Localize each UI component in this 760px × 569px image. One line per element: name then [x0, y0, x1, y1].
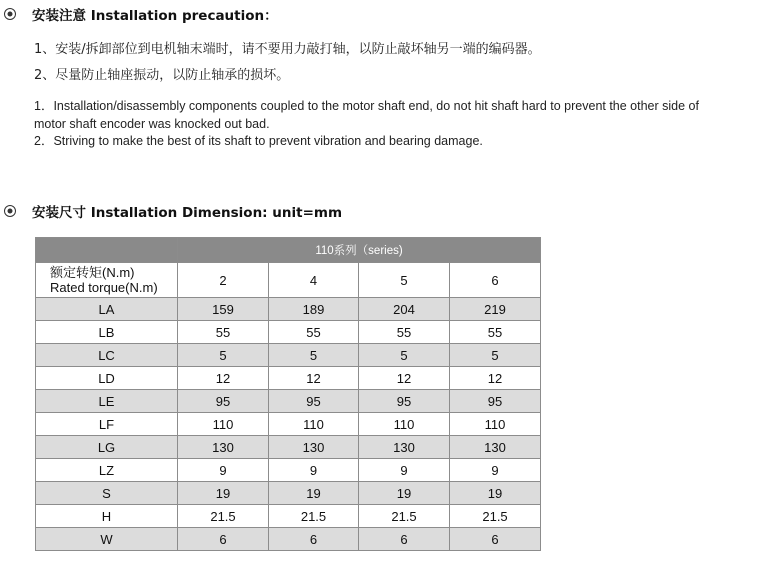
dimension-value-cell: 130: [269, 436, 359, 459]
dimension-name-cell: H: [36, 505, 178, 528]
dimension-title: 安装尺寸 Installation Dimension: unit=mm: [32, 205, 343, 221]
dimension-value-cell: 19: [359, 482, 450, 505]
dimension-name-cell: LA: [36, 298, 178, 321]
radio-bullet-icon: [4, 8, 16, 20]
dimension-value-cell: 21.5: [178, 505, 269, 528]
rated-torque-label-cn: 额定转矩(N.m): [50, 265, 135, 280]
table-row: [36, 413, 541, 436]
dimension-value-cell: 21.5: [450, 505, 541, 528]
dimension-name-cell: S: [36, 482, 178, 505]
dimension-value-cell: 5: [269, 344, 359, 367]
dimension-value-cell: 55: [450, 321, 541, 344]
table-row: [36, 482, 541, 505]
rated-torque-label: [36, 263, 178, 298]
dimension-name-cell: LE: [36, 390, 178, 413]
dimension-value-cell: 55: [178, 321, 269, 344]
table-row: [36, 459, 541, 482]
dimension-value-cell: 204: [359, 298, 450, 321]
dimension-value-cell: 19: [450, 482, 541, 505]
dimension-value-cell: 5: [359, 344, 450, 367]
dimension-value-cell: 6: [269, 528, 359, 551]
dimension-value-cell: 9: [269, 459, 359, 482]
torque-value: 4: [269, 263, 359, 298]
dimension-table: [35, 237, 541, 551]
precaution-en-text: [34, 98, 754, 151]
dimension-name-cell: LC: [36, 344, 178, 367]
rated-torque-row: [36, 263, 541, 298]
dimension-value-cell: 130: [359, 436, 450, 459]
dimension-value-cell: 5: [178, 344, 269, 367]
dimension-value-cell: 110: [450, 413, 541, 436]
torque-value: 2: [178, 263, 269, 298]
rated-torque-label-en: Rated torque(N.m): [50, 280, 158, 295]
dimension-value-cell: 95: [269, 390, 359, 413]
dimension-value-cell: 55: [269, 321, 359, 344]
header-blank-cell: [36, 238, 178, 263]
precaution-cn-line-1: 1、安装/拆卸部位到电机轴末端时，请不要用力敲打轴，以防止敲坏轴另一端的编码器。: [34, 42, 541, 57]
precaution-en-line-3: 2．Striving to make the best of its shaft to prevent vibration and bearing damage.: [34, 134, 483, 148]
series-label: 110系列（series): [178, 238, 541, 263]
dimension-name-cell: LD: [36, 367, 178, 390]
dimension-value-cell: 110: [178, 413, 269, 436]
table-row: [36, 505, 541, 528]
dimension-value-cell: 110: [269, 413, 359, 436]
dimension-value-cell: 6: [450, 528, 541, 551]
dimension-heading: [4, 201, 342, 221]
precaution-en-line-2: motor shaft encoder was knocked out bad.: [34, 116, 270, 131]
dimension-value-cell: 5: [450, 344, 541, 367]
dimension-value-cell: 12: [359, 367, 450, 390]
dimension-value-cell: 130: [450, 436, 541, 459]
series-header-row: [36, 238, 541, 263]
dimension-value-cell: 219: [450, 298, 541, 321]
dimension-value-cell: 12: [269, 367, 359, 390]
dimension-value-cell: 19: [178, 482, 269, 505]
table-row: [36, 367, 541, 390]
table-row: [36, 528, 541, 551]
dimension-value-cell: 110: [359, 413, 450, 436]
dimension-name-cell: LF: [36, 413, 178, 436]
dimension-name-cell: LG: [36, 436, 178, 459]
dimension-name-cell: W: [36, 528, 178, 551]
dimension-value-cell: 95: [450, 390, 541, 413]
dimension-value-cell: 6: [178, 528, 269, 551]
dimension-value-cell: 19: [269, 482, 359, 505]
precaution-en-line-1: 1．Installation/disassembly components coupled to the motor shaft end, do not hit shaft hard to prevent the other side of: [34, 99, 699, 113]
dimension-value-cell: 9: [450, 459, 541, 482]
torque-value: 6: [450, 263, 541, 298]
dimension-value-cell: 6: [359, 528, 450, 551]
dimension-value-cell: 189: [269, 298, 359, 321]
radio-bullet-icon: [4, 205, 16, 217]
dimension-name-cell: LB: [36, 321, 178, 344]
dimension-value-cell: 159: [178, 298, 269, 321]
dimension-value-cell: 12: [178, 367, 269, 390]
dimension-value-cell: 21.5: [359, 505, 450, 528]
table-row: [36, 321, 541, 344]
dimension-value-cell: 12: [450, 367, 541, 390]
precaution-cn-line-2: 2、尽量防止轴座振动，以防止轴承的损坏。: [34, 68, 290, 83]
dimension-value-cell: 9: [178, 459, 269, 482]
table-row: [36, 390, 541, 413]
dimension-value-cell: 21.5: [269, 505, 359, 528]
dimension-value-cell: 9: [359, 459, 450, 482]
table-row: [36, 344, 541, 367]
table-row: [36, 436, 541, 459]
dimension-name-cell: LZ: [36, 459, 178, 482]
dimension-value-cell: 95: [359, 390, 450, 413]
precaution-heading: [4, 4, 278, 24]
dimension-value-cell: 95: [178, 390, 269, 413]
precaution-title: 安装注意 Installation precaution：: [32, 8, 278, 24]
dimension-value-cell: 55: [359, 321, 450, 344]
table-row: [36, 298, 541, 321]
dimension-value-cell: 130: [178, 436, 269, 459]
torque-value: 5: [359, 263, 450, 298]
